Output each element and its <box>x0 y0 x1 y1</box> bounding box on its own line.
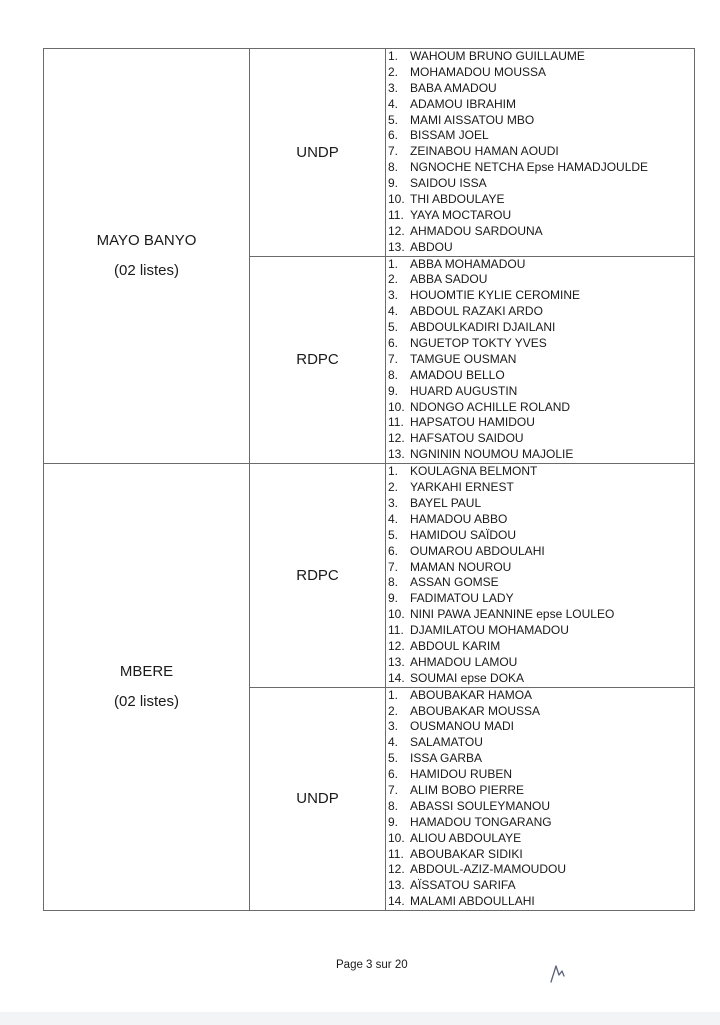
candidate-number: 12. <box>388 638 405 653</box>
candidate-name: ASSAN GOMSE <box>410 575 499 590</box>
candidate-number: 3. <box>388 495 399 510</box>
candidate-name: TAMGUE OUSMAN <box>410 351 517 366</box>
candidate-item <box>388 304 694 320</box>
candidate-name: HAFSATOU SAIDOU <box>410 431 524 446</box>
candidate-number: 1. <box>388 49 399 63</box>
candidate-list <box>386 257 694 464</box>
candidate-number: 5. <box>388 112 399 127</box>
region-cell <box>44 464 250 911</box>
candidate-number: 3. <box>388 719 399 734</box>
candidate-number: 6. <box>388 767 399 782</box>
candidate-name: SAIDOU ISSA <box>410 176 487 191</box>
page-number: Page 3 sur 20 <box>336 959 408 971</box>
table-body <box>44 49 695 911</box>
candidate-item <box>388 81 694 97</box>
candidate-number: 8. <box>388 160 399 175</box>
candidate-number: 4. <box>388 511 399 526</box>
candidate-item <box>388 336 694 352</box>
candidate-item <box>388 144 694 160</box>
candidate-number: 3. <box>388 288 399 303</box>
candidate-name: AMADOU BELLO <box>410 367 505 382</box>
candidate-number: 4. <box>388 96 399 111</box>
candidate-list-cell <box>386 687 695 910</box>
candidate-number: 9. <box>388 591 399 606</box>
candidate-item <box>388 415 694 431</box>
candidate-number: 7. <box>388 782 399 797</box>
candidate-name: YAYA MOCTAROU <box>410 207 512 222</box>
candidate-number: 3. <box>388 80 399 95</box>
candidate-number: 1. <box>388 464 399 479</box>
candidate-item <box>388 65 694 81</box>
candidate-name: OUMAROU ABDOULAHI <box>410 543 545 558</box>
candidate-name: SALAMATOU <box>410 735 483 750</box>
candidate-name: BABA AMADOU <box>410 80 497 95</box>
party-list-row <box>44 464 695 687</box>
candidate-item <box>388 894 694 910</box>
candidate-name: ABASSI SOULEYMANOU <box>410 798 551 813</box>
candidate-item <box>388 783 694 799</box>
handwritten-initial-icon <box>548 962 568 984</box>
candidate-number: 4. <box>388 304 399 319</box>
candidate-name: ABDOUL RAZAKI ARDO <box>410 304 543 319</box>
candidate-name: THI ABDOULAYE <box>410 192 505 207</box>
candidate-name: ABDOUL-AZIZ-MAMOUDOU <box>410 862 566 877</box>
candidate-item <box>388 384 694 400</box>
candidate-name: HAMIDOU SAÏDOU <box>410 527 517 542</box>
candidate-name: ABBA MOHAMADOU <box>410 256 526 271</box>
candidate-number: 6. <box>388 543 399 558</box>
candidate-item <box>388 623 694 639</box>
candidate-number: 4. <box>388 735 399 750</box>
candidate-item <box>388 352 694 368</box>
candidate-number: 9. <box>388 383 399 398</box>
candidate-item <box>388 368 694 384</box>
candidate-name: AÏSSATOU SARIFA <box>410 878 516 893</box>
candidate-number: 14. <box>388 670 405 685</box>
candidate-name: ABDOU <box>410 239 453 254</box>
candidate-number: 9. <box>388 176 399 191</box>
candidate-item <box>388 496 694 512</box>
candidate-name: NGNOCHE NETCHA Epse HAMADJOULDE <box>410 160 649 175</box>
region-list-count: (02 listes) <box>113 693 180 711</box>
candidate-number: 10. <box>388 607 405 622</box>
candidate-item <box>388 575 694 591</box>
candidate-item <box>388 831 694 847</box>
candidate-name: ZEINABOU HAMAN AOUDI <box>410 144 559 159</box>
candidate-list-cell <box>386 49 695 257</box>
candidate-name: HAPSATOU HAMIDOU <box>410 415 535 430</box>
candidate-name: MAMI AISSATOU MBO <box>410 112 535 127</box>
candidate-number: 1. <box>388 687 399 702</box>
candidate-name: OUSMANOU MADI <box>410 719 515 734</box>
candidate-number: 13. <box>388 878 405 893</box>
candidate-number: 5. <box>388 320 399 335</box>
party-name: UNDP <box>250 49 386 257</box>
candidate-name: ISSA GARBA <box>410 751 483 766</box>
candidate-item <box>388 447 694 463</box>
candidate-name: NDONGO ACHILLE ROLAND <box>410 399 571 414</box>
candidate-list <box>386 688 694 910</box>
candidate-number: 11. <box>388 846 404 861</box>
region-cell <box>44 49 250 464</box>
region-list-count: (02 listes) <box>113 262 180 280</box>
candidate-item <box>388 224 694 240</box>
candidate-number: 5. <box>388 527 399 542</box>
candidate-item <box>388 240 694 256</box>
candidate-number: 2. <box>388 272 399 287</box>
candidate-item <box>388 431 694 447</box>
candidate-name: FADIMATOU LADY <box>410 591 514 606</box>
candidate-name: HAMIDOU RUBEN <box>410 767 513 782</box>
candidate-name: MALAMI ABDOULLAHI <box>410 894 535 909</box>
candidate-number: 6. <box>388 336 399 351</box>
candidate-item <box>388 862 694 878</box>
candidate-item <box>388 655 694 671</box>
candidate-name: ALIM BOBO PIERRE <box>410 782 525 797</box>
candidate-list <box>386 49 694 256</box>
candidate-name: ABDOULKADIRI DJAILANI <box>410 320 556 335</box>
candidate-number: 7. <box>388 351 399 366</box>
candidate-number: 12. <box>388 862 405 877</box>
candidate-name: ALIOU ABDOULAYE <box>410 830 522 845</box>
candidate-name: WAHOUM BRUNO GUILLAUME <box>410 49 585 63</box>
candidate-number: 1. <box>388 256 399 271</box>
candidate-item <box>388 208 694 224</box>
candidate-item <box>388 751 694 767</box>
candidate-name: HAMADOU TONGARANG <box>410 814 552 829</box>
candidate-name: BAYEL PAUL <box>410 495 482 510</box>
candidate-item <box>388 847 694 863</box>
candidate-number: 7. <box>388 144 399 159</box>
candidate-item <box>388 799 694 815</box>
candidate-item <box>388 639 694 655</box>
candidate-number: 11. <box>388 623 404 638</box>
candidate-number: 10. <box>388 192 405 207</box>
candidate-name: ADAMOU IBRAHIM <box>410 96 517 111</box>
candidate-lists-table <box>43 48 695 911</box>
candidate-name: HUARD AUGUSTIN <box>410 383 518 398</box>
candidate-number: 11. <box>388 207 404 222</box>
candidate-item <box>388 767 694 783</box>
candidate-number: 13. <box>388 654 405 669</box>
candidate-number: 2. <box>388 703 399 718</box>
candidate-item <box>388 288 694 304</box>
candidate-item <box>388 607 694 623</box>
party-name: RDPC <box>250 256 386 464</box>
party-list-row <box>44 49 695 257</box>
candidate-item <box>388 192 694 208</box>
candidate-name: HOUOMTIE KYLIE CEROMINE <box>410 288 581 303</box>
candidate-number: 13. <box>388 239 405 254</box>
candidate-name: ABBA SADOU <box>410 272 488 287</box>
candidate-item <box>388 671 694 687</box>
candidate-name: ABOUBAKAR SIDIKI <box>410 846 523 861</box>
region-name: MBERE <box>119 663 174 681</box>
candidate-name: NGUETOP TOKTY YVES <box>410 336 547 351</box>
candidate-number: 8. <box>388 367 399 382</box>
candidate-item <box>388 815 694 831</box>
candidate-number: 9. <box>388 814 399 829</box>
candidate-name: AHMADOU SARDOUNA <box>410 223 543 238</box>
candidate-item <box>388 113 694 129</box>
candidate-name: YARKAHI ERNEST <box>410 480 514 495</box>
party-name: UNDP <box>250 687 386 910</box>
candidate-item <box>388 560 694 576</box>
candidate-number: 2. <box>388 480 399 495</box>
candidate-item <box>388 528 694 544</box>
candidate-item <box>388 464 694 480</box>
candidate-list-cell <box>386 464 695 687</box>
candidate-number: 12. <box>388 431 405 446</box>
candidate-name: AHMADOU LAMOU <box>410 654 518 669</box>
candidate-list <box>386 464 694 686</box>
candidate-name: HAMADOU ABBO <box>410 511 508 526</box>
candidate-name: KOULAGNA BELMONT <box>410 464 538 479</box>
candidate-item <box>388 688 694 704</box>
candidate-item <box>388 176 694 192</box>
candidate-name: SOUMAI epse DOKA <box>410 670 525 685</box>
candidate-number: 7. <box>388 559 399 574</box>
candidate-item <box>388 591 694 607</box>
page-edge <box>0 1012 720 1025</box>
candidate-number: 12. <box>388 223 405 238</box>
party-name: RDPC <box>250 464 386 687</box>
candidate-number: 5. <box>388 751 399 766</box>
candidate-item <box>388 160 694 176</box>
candidate-item <box>388 97 694 113</box>
candidate-item <box>388 272 694 288</box>
candidate-name: DJAMILATOU MOHAMADOU <box>410 623 569 638</box>
candidate-item <box>388 480 694 496</box>
candidate-number: 2. <box>388 64 399 79</box>
candidate-item <box>388 544 694 560</box>
candidate-item <box>388 400 694 416</box>
candidate-item <box>388 257 694 273</box>
candidate-name: BISSAM JOEL <box>410 128 489 143</box>
candidate-number: 14. <box>388 894 405 909</box>
candidate-name: ABDOUL KARIM <box>410 638 501 653</box>
candidate-number: 8. <box>388 798 399 813</box>
region-name: MAYO BANYO <box>96 232 197 250</box>
candidate-name: ABOUBAKAR HAMOA <box>410 687 533 702</box>
candidate-item <box>388 320 694 336</box>
candidate-number: 13. <box>388 447 405 462</box>
candidate-number: 10. <box>388 830 405 845</box>
candidate-name: MAMAN NOUROU <box>410 559 512 574</box>
candidate-number: 6. <box>388 128 399 143</box>
candidate-number: 11. <box>388 415 404 430</box>
candidate-list-cell <box>386 256 695 464</box>
candidate-name: NINI PAWA JEANNINE epse LOULEO <box>410 607 615 622</box>
candidate-item <box>388 878 694 894</box>
candidate-item <box>388 512 694 528</box>
candidate-item <box>388 704 694 720</box>
candidate-item <box>388 735 694 751</box>
candidate-item <box>388 719 694 735</box>
candidate-item <box>388 128 694 144</box>
candidate-name: MOHAMADOU MOUSSA <box>410 64 547 79</box>
candidate-item <box>388 49 694 65</box>
candidate-name: ABOUBAKAR MOUSSA <box>410 703 541 718</box>
candidate-number: 10. <box>388 399 405 414</box>
candidate-name: NGNININ NOUMOU MAJOLIE <box>410 447 574 462</box>
candidate-number: 8. <box>388 575 399 590</box>
